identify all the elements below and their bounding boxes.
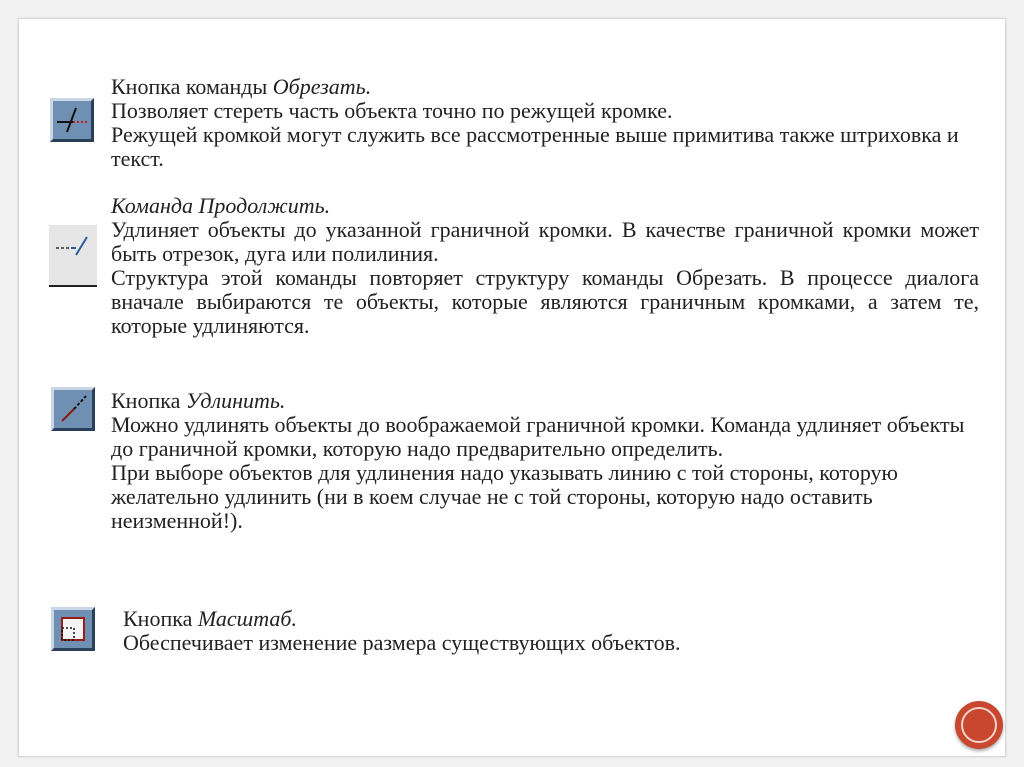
lengthen-title: Кнопка Удлинить. [111, 388, 286, 413]
lengthen-description: Можно удлинять объекты до воображаемой граничной кромки. Команда удлиняет объекты до граничной кромки, которую надо предварительно определить. [111, 412, 965, 461]
lengthen-icon [54, 390, 92, 428]
extend-description: Удлиняет объекты до указанной граничной кромки. В качестве граничной кромки может быть отрезок, дуга или полилиния. [111, 217, 979, 266]
extend-section [111, 194, 979, 338]
extend-title: Команда Продолжить. [111, 193, 331, 218]
lengthen-selection-note: При выборе объектов для удлинения надо указывать линию с той стороны, которую желательно удлинить (ни в коем случае не с той стороны, которую надо оставить неизменной!). [111, 460, 898, 533]
extend-structure-note: Структура этой команды повторяет структуру команды Обрезать. В процессе диалога вначале выбираются те объекты, которые являются граничным кромками, а затем те, которые удлиняются. [111, 265, 979, 338]
trim-section [111, 75, 971, 171]
scale-title: Кнопка Масштаб. [123, 606, 297, 631]
scale-icon [54, 610, 92, 648]
scale-description: Обеспечивает изменение размера существующих объектов. [123, 630, 681, 655]
scale-button[interactable] [51, 607, 95, 651]
trim-edges-note: Режущей кромкой могут служить все рассмотренные выше примитива также штриховка и текст. [111, 122, 959, 171]
trim-button[interactable] [50, 98, 94, 142]
corner-badge-icon [955, 701, 1003, 749]
lengthen-button[interactable] [51, 387, 95, 431]
trim-title: Кнопка команды Обрезать. [111, 74, 372, 99]
extend-icon [49, 225, 97, 283]
lengthen-section [111, 389, 981, 533]
corner-badge-ring [961, 707, 997, 743]
scale-section [123, 607, 973, 655]
trim-icon [53, 101, 91, 139]
extend-button[interactable] [49, 225, 97, 287]
trim-description: Позволяет стереть часть объекта точно по режущей кромке. [111, 98, 673, 123]
